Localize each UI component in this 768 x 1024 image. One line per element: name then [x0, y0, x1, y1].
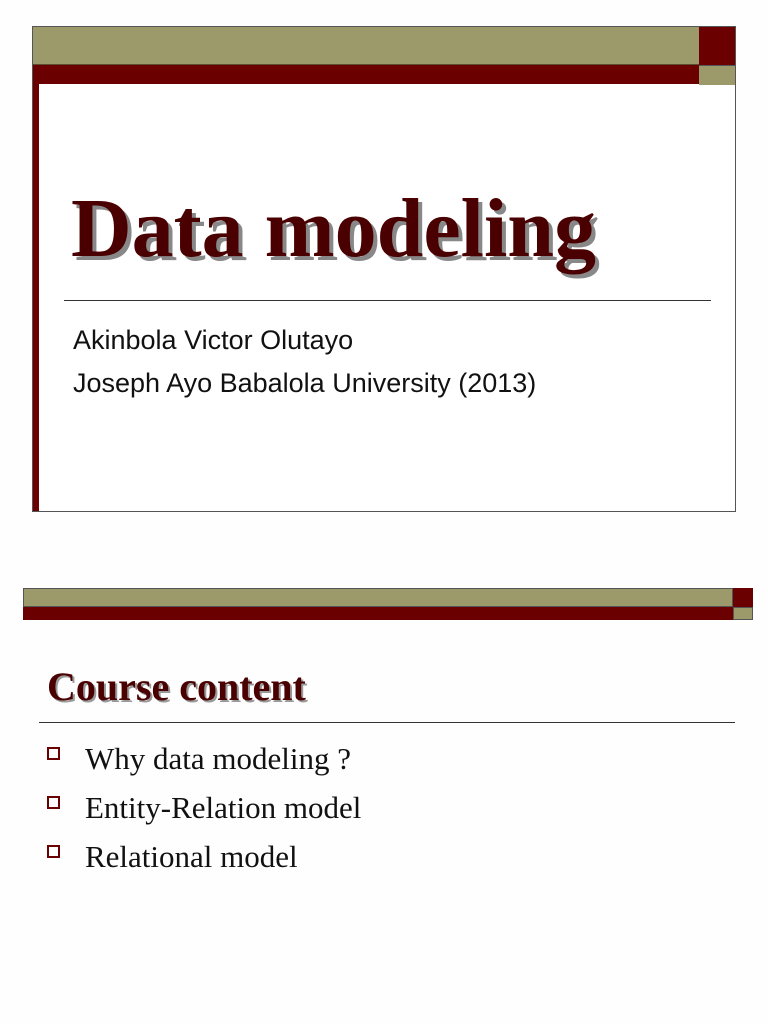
list-item — [47, 734, 361, 783]
list-item — [47, 832, 361, 881]
author-name: Akinbola Victor Olutayo — [73, 325, 354, 355]
bullet-text: Relational model — [85, 838, 298, 874]
left-accent-bar — [33, 84, 39, 512]
list-item — [47, 783, 361, 832]
header-corner-olive-block — [733, 607, 753, 620]
title-divider — [39, 722, 735, 723]
author-affiliation: Joseph Ayo Babalola University (2013) — [73, 368, 537, 398]
bullet-text: Entity-Relation model — [85, 789, 362, 825]
slide-title: Data modeling — [71, 182, 596, 275]
header-maroon-band — [33, 65, 699, 84]
square-bullet-icon — [47, 796, 60, 809]
header-corner-maroon-block — [733, 588, 753, 607]
bullet-list — [47, 734, 361, 881]
header-corner-olive-block — [699, 65, 736, 85]
slide-title: Course content — [47, 664, 306, 709]
header-maroon-band — [23, 607, 733, 620]
square-bullet-icon — [47, 845, 60, 858]
bullet-text: Why data modeling ? — [85, 740, 351, 776]
header-olive-band — [33, 27, 699, 65]
header-olive-band — [23, 588, 733, 607]
title-divider — [64, 300, 711, 301]
title-slide — [32, 26, 736, 512]
header-corner-maroon-block — [699, 27, 736, 65]
square-bullet-icon — [47, 747, 60, 760]
